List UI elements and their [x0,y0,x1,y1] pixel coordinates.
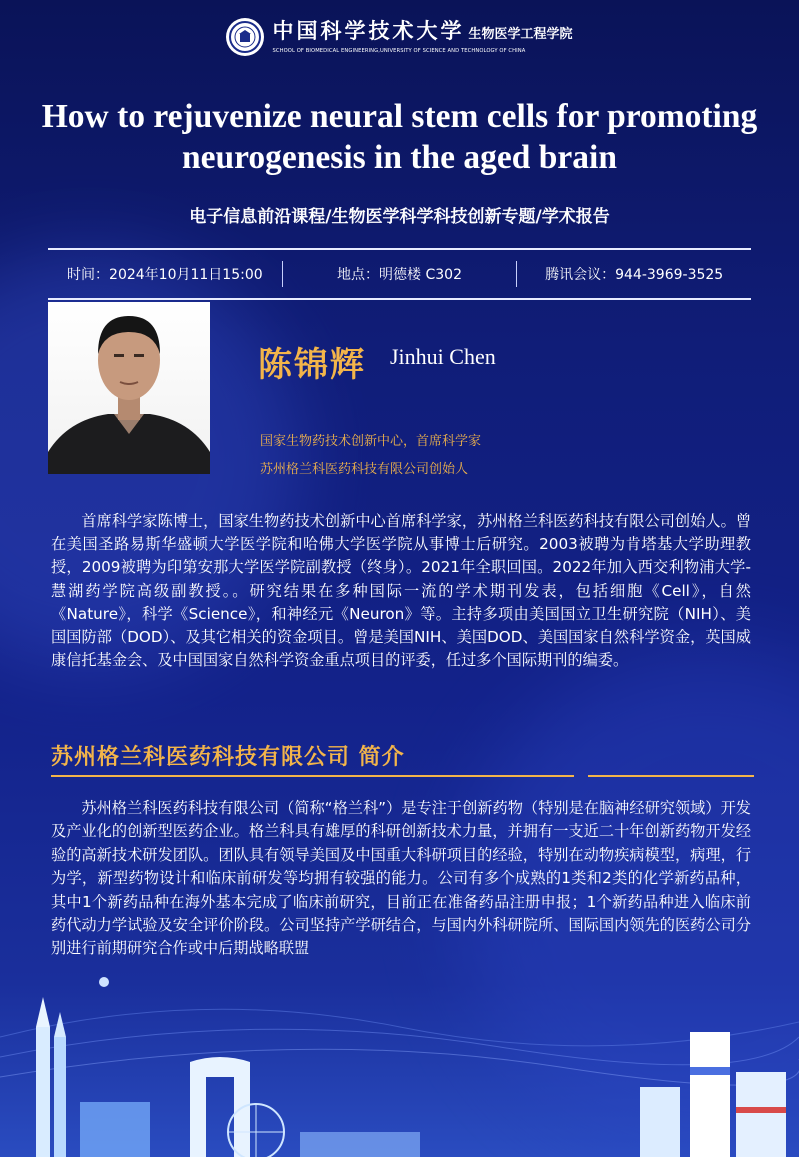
speaker-photo [48,302,210,474]
university-cn: 中国科学技术大学 [272,18,465,43]
company-section-title: 苏州格兰科医药科技有限公司 简介 [51,745,405,770]
event-info-bar [48,248,751,300]
talk-title: How to rejuvenize neural stem cells for promoting neurogenesis in the aged brain [41,98,758,176]
speaker-name-cn: 陈锦辉 [258,345,366,385]
event-meeting-id: 腾讯会议：944-3969-3525 [545,267,724,283]
company-intro: 苏州格兰科医药科技有限公司（简称“格兰科”）是专注于创新药物（特别是在脑神经研究领域）开发及产业化的创新型医药企业。格兰科具有雄厚的科研创新技术力量，并拥有一支近二十年创新药物开发经验的高新技术研发团队。团队具有领导美国及中国重大科研项目的经验，特别在动物疾病模型，病理，行为学，新型药物设计和临床前研发等均拥有较强的能力。公司有多个成熟的1类和2类的化学新药品种，其中1个新药品种在海外基本完成了临床前研究，目前正在准备药品注册申报；1个新药品种进入临床前药代动力学试验及安全评价阶段。公司坚持产学研结合，与国内外科研院所、国际国内领先的医药公司分别进行前期研究合作或中后期战略联盟 [51,799,751,958]
speaker-name-en: Jinhui Chen [390,344,496,369]
speaker-bio: 首席科学家陈博士，国家生物药技术创新中心首席科学家，苏州格兰科医药科技有限公司创始人。曾在美国圣路易斯华盛顿大学医学院和哈佛大学医学院从事博士后研究。2003被聘为肯塔基大学助理教授，2009被聘为印第安那大学医学院副教授（终身）。2021年全职回国。2022年加入西交利物浦大学-慧湖药学院高级副教授。。研究结果在多种国际一流的学术期刊发表，包括细胞《Cell》，自然《Nature》，科学《Science》，和神经元《Neuron》等。主持多项由美国国立卫生研究院（NIH）、美国国防部（DOD）、及其它相关的资金项目。曾是美国NIH、美国DOD、美国国家自然科学资金，英国威康信托基金会、及中国国家自然科学资金重点项目的评委，任过多个国际期刊的编委。 [51,512,751,670]
course-subtitle: 电子信息前沿课程/生物医学科学科技创新专题/学术报告 [189,207,610,227]
university-logo [226,18,572,56]
speaker-role: 国家生物药技术创新中心，首席科学家 [260,434,482,449]
event-location: 地点：明德楼 C302 [337,267,462,283]
event-time: 时间：2024年10月11日15:00 [67,267,263,283]
speaker-role: 苏州格兰科医药科技有限公司创始人 [260,462,469,477]
school-cn: 生物医学工程学院 [468,27,573,42]
school-en: SCHOOL OF BIOMEDICAL ENGINEERING,UNIVERSITY OF SCIENCE AND TECHNOLOGY OF CHINA [272,48,526,54]
university-seal-icon [226,18,264,56]
university-name [272,19,572,55]
section-underline [51,775,574,777]
header [0,18,799,57]
section-underline [588,775,754,777]
city-skyline-illustration [0,967,799,1157]
